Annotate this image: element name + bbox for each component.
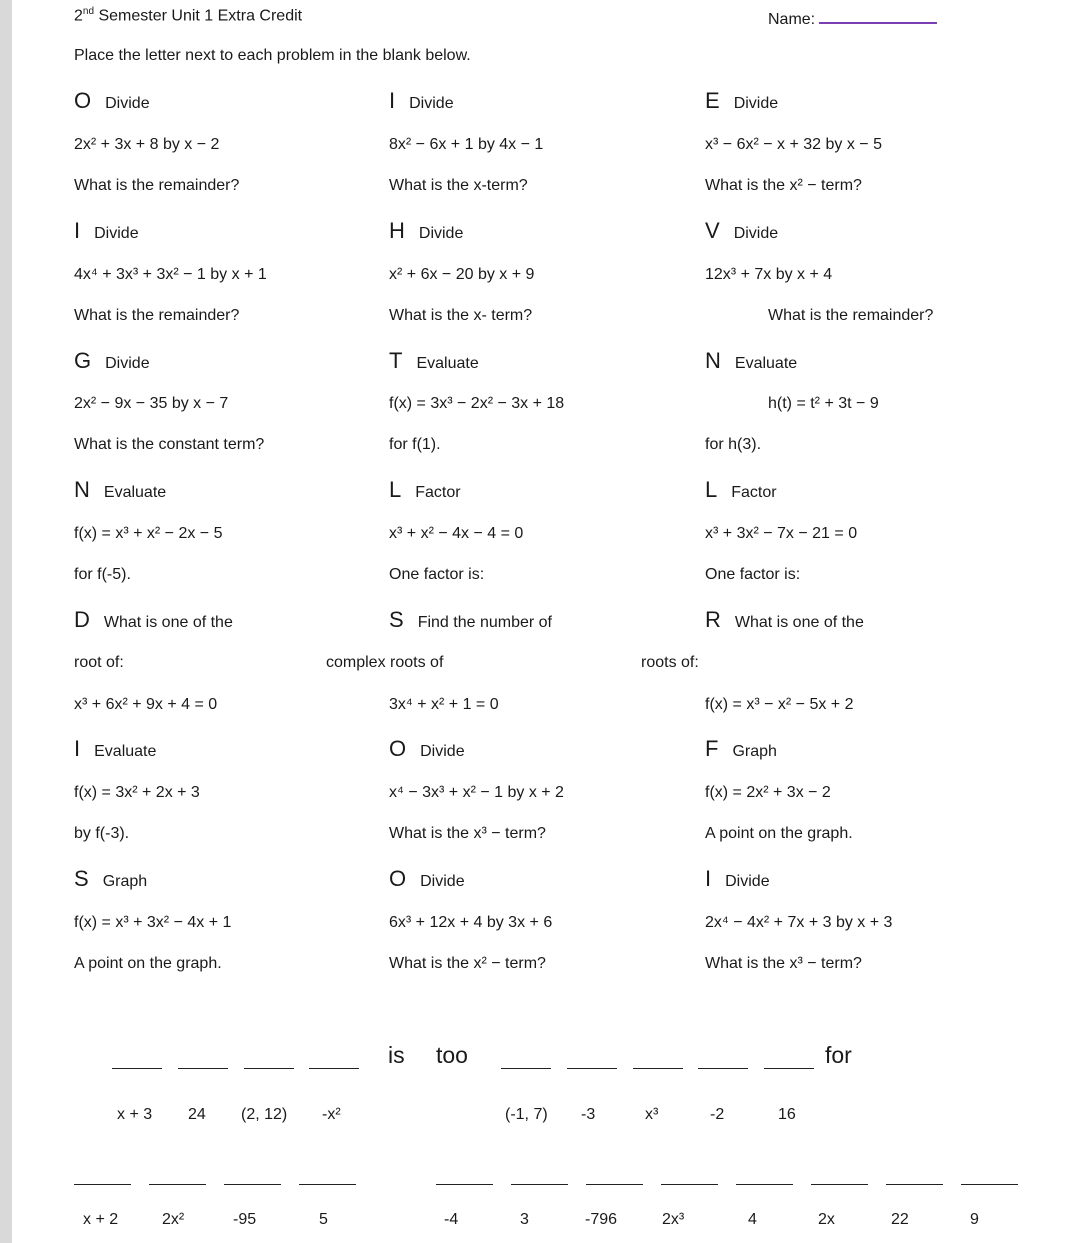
answer-label: 4: [748, 1211, 757, 1228]
problem-9-expression: h(t) = t² + 3t − 9: [768, 395, 879, 412]
answer-label: 2x²: [162, 1211, 185, 1228]
problem-command: Factor: [415, 484, 461, 501]
title-base: 2: [74, 7, 83, 25]
name-field: [768, 6, 937, 29]
problem-15-question: f(x) = x³ − x² − 5x + 2: [705, 696, 854, 713]
answer-label: 2x: [818, 1211, 835, 1228]
answer-label: -95: [233, 1211, 257, 1228]
answer-label: x + 2: [83, 1211, 119, 1228]
problem-letter: I: [389, 88, 396, 113]
problem-5-head: [389, 218, 463, 244]
problem-5-expression: x² + 6x − 20 by x + 9: [389, 266, 535, 283]
problem-letter: H: [389, 218, 405, 243]
answer-label: 5: [319, 1211, 328, 1228]
problem-6-question: What is the remainder?: [768, 307, 934, 324]
problem-7-head: [74, 348, 150, 374]
answer-label: (-1, 7): [505, 1106, 548, 1123]
problem-command: Evaluate: [734, 355, 798, 372]
answer-label: -4: [444, 1211, 459, 1228]
problem-command: What is one of the: [103, 614, 233, 631]
problem-16-head: [74, 736, 156, 762]
phrase-word-for: for: [825, 1042, 852, 1068]
problem-command: Divide: [420, 873, 465, 890]
problem-12-expression: x³ + 3x² − 7x − 21 = 0: [705, 525, 858, 542]
problem-5-question: What is the x- term?: [389, 307, 533, 324]
answer-label: 16: [778, 1106, 796, 1123]
problem-letter: I: [705, 866, 712, 891]
answer-label: (2, 12): [241, 1106, 288, 1123]
problem-4-expression: 4x⁴ + 3x³ + 3x² − 1 by x + 1: [74, 266, 267, 283]
problem-letter: I: [74, 736, 81, 761]
problem-13-expression: root of:: [74, 654, 124, 671]
answer-blank[interactable]: [961, 1184, 1018, 1185]
problem-15-expression: roots of:: [641, 654, 699, 671]
problem-letter: L: [389, 477, 402, 502]
problem-command: Find the number of: [417, 614, 552, 631]
problem-17-head: [389, 736, 465, 762]
answer-blank[interactable]: [299, 1184, 356, 1185]
answer-blank[interactable]: [178, 1068, 228, 1069]
answer-blank[interactable]: [886, 1184, 943, 1185]
problem-13-head: [74, 607, 233, 633]
answer-blank[interactable]: [661, 1184, 718, 1185]
problem-command: Evaluate: [416, 355, 479, 372]
problem-2-question: What is the x-term?: [389, 177, 528, 194]
problem-letter: I: [74, 218, 81, 243]
problem-letter: R: [705, 607, 721, 632]
answer-blank[interactable]: [244, 1068, 294, 1069]
answer-blank[interactable]: [586, 1184, 643, 1185]
problem-2-head: [389, 88, 454, 114]
problem-8-question: for f(1).: [389, 436, 441, 453]
problem-command: Divide: [725, 873, 770, 890]
problem-8-expression: f(x) = 3x³ − 2x² − 3x + 18: [389, 395, 565, 412]
problem-command: Factor: [731, 484, 777, 501]
problem-6-head: [705, 218, 778, 244]
problem-command: Divide: [409, 95, 454, 112]
answer-blank[interactable]: [309, 1068, 359, 1069]
problem-letter: F: [705, 736, 719, 761]
problem-18-expression: f(x) = 2x² + 3x − 2: [705, 784, 831, 801]
problem-command: Divide: [418, 225, 464, 242]
problem-3-question: What is the x² − term?: [705, 177, 862, 194]
problem-letter: O: [74, 88, 92, 113]
problem-16-expression: f(x) = 3x² + 2x + 3: [74, 784, 200, 801]
problem-10-head: [74, 477, 166, 503]
answer-label: -3: [581, 1106, 596, 1123]
problem-21-head: [705, 866, 770, 892]
problem-command: Divide: [94, 225, 139, 242]
phrase-word-too: too: [436, 1042, 468, 1068]
problem-letter: D: [74, 607, 90, 632]
problem-11-question: One factor is:: [389, 566, 485, 583]
problem-19-head: [74, 866, 147, 892]
problem-letter: T: [389, 348, 403, 373]
problem-command: Graph: [102, 873, 148, 890]
answer-label: 24: [188, 1106, 206, 1123]
answer-blank[interactable]: [224, 1184, 281, 1185]
problem-letter: E: [705, 88, 720, 113]
problem-command: Divide: [105, 355, 150, 372]
problem-19-expression: f(x) = x³ + 3x² − 4x + 1: [74, 914, 232, 931]
answer-label: x³: [645, 1106, 659, 1123]
problem-3-expression: x³ − 6x² − x + 32 by x − 5: [705, 136, 882, 153]
problem-14-head: [389, 607, 552, 633]
problem-letter: G: [74, 348, 92, 373]
problem-20-question: What is the x² − term?: [389, 955, 546, 972]
problem-7-question: What is the constant term?: [74, 436, 265, 453]
problem-command: Evaluate: [103, 484, 167, 501]
answer-label: x + 3: [117, 1106, 153, 1123]
problem-1-expression: 2x² + 3x + 8 by x − 2: [74, 136, 220, 153]
answer-blank[interactable]: [736, 1184, 793, 1185]
problem-21-question: What is the x³ − term?: [705, 955, 862, 972]
answer-blank[interactable]: [811, 1184, 868, 1185]
problem-command: Divide: [105, 95, 150, 112]
problem-command: Graph: [732, 743, 777, 760]
problem-4-question: What is the remainder?: [74, 307, 240, 324]
problem-1-head: [74, 88, 150, 114]
problem-letter: L: [705, 477, 718, 502]
answer-blank[interactable]: [633, 1068, 683, 1069]
problem-19-question: A point on the graph.: [74, 955, 222, 972]
problem-letter: S: [74, 866, 89, 891]
problem-20-head: [389, 866, 465, 892]
answer-label: 3: [520, 1211, 529, 1228]
problem-7-expression: 2x² − 9x − 35 by x − 7: [74, 395, 229, 412]
answer-label: 22: [891, 1211, 909, 1228]
answer-blank[interactable]: [567, 1068, 617, 1069]
problem-1-question: What is the remainder?: [74, 177, 240, 194]
answer-blank[interactable]: [112, 1068, 162, 1069]
problem-command: Evaluate: [94, 743, 157, 760]
problem-9-question: for h(3).: [705, 436, 762, 453]
page-left-edge: [0, 0, 12, 1243]
problem-10-question: for f(-5).: [74, 566, 131, 583]
problem-command: Divide: [420, 743, 465, 760]
problem-17-question: What is the x³ − term?: [389, 825, 546, 842]
problem-command: Divide: [733, 225, 779, 242]
problem-20-expression: 6x³ + 12x + 4 by 3x + 6: [389, 914, 553, 931]
problem-letter: V: [705, 218, 720, 243]
problem-12-head: [705, 477, 777, 503]
title-rest: Semester Unit 1 Extra Credit: [94, 7, 303, 25]
problem-14-expression: complex roots of: [326, 654, 444, 671]
name-blank[interactable]: [819, 6, 937, 24]
worksheet-title: [74, 6, 302, 25]
problem-letter: N: [74, 477, 90, 502]
problem-8-head: [389, 348, 479, 374]
problem-18-head: [705, 736, 777, 762]
answer-blank[interactable]: [764, 1068, 814, 1069]
problem-command: What is one of the: [734, 614, 864, 631]
problem-letter: N: [705, 348, 721, 373]
problem-11-expression: x³ + x² − 4x − 4 = 0: [389, 525, 524, 542]
problem-11-head: [389, 477, 461, 503]
problem-4-head: [74, 218, 139, 244]
problem-2-expression: 8x² − 6x + 1 by 4x − 1: [389, 136, 544, 153]
phrase-word-is: is: [388, 1042, 405, 1068]
answer-blank[interactable]: [436, 1184, 493, 1185]
problem-18-question: A point on the graph.: [705, 825, 853, 842]
answer-label: 9: [970, 1211, 979, 1228]
answer-blank[interactable]: [511, 1184, 568, 1185]
answer-label: 2x³: [662, 1211, 685, 1228]
problem-12-question: One factor is:: [705, 566, 801, 583]
answer-blank[interactable]: [149, 1184, 206, 1185]
problem-17-expression: x⁴ − 3x³ + x² − 1 by x + 2: [389, 784, 564, 801]
title-sup: nd: [82, 6, 95, 17]
answer-label: -2: [710, 1106, 725, 1123]
answer-blank[interactable]: [698, 1068, 748, 1069]
answer-label: -x²: [322, 1106, 341, 1123]
problem-6-expression: 12x³ + 7x by x + 4: [705, 266, 833, 283]
problem-14-question: 3x⁴ + x² + 1 = 0: [389, 696, 499, 713]
problem-13-question: x³ + 6x² + 9x + 4 = 0: [74, 696, 218, 713]
problem-15-head: [705, 607, 864, 633]
problem-16-question: by f(-3).: [74, 825, 130, 842]
problem-3-head: [705, 88, 778, 114]
problem-command: Divide: [733, 95, 779, 112]
problem-9-head: [705, 348, 797, 374]
answer-blank[interactable]: [74, 1184, 131, 1185]
answer-label: -796: [585, 1211, 618, 1228]
problem-letter: S: [389, 607, 404, 632]
problem-21-expression: 2x⁴ − 4x² + 7x + 3 by x + 3: [705, 914, 893, 931]
problem-letter: O: [389, 736, 407, 761]
answer-blank[interactable]: [501, 1068, 551, 1069]
instructions: Place the letter next to each problem in the blank below.: [74, 47, 471, 64]
problem-letter: O: [389, 866, 407, 891]
problem-10-expression: f(x) = x³ + x² − 2x − 5: [74, 525, 223, 542]
name-label: Name:: [768, 11, 816, 28]
